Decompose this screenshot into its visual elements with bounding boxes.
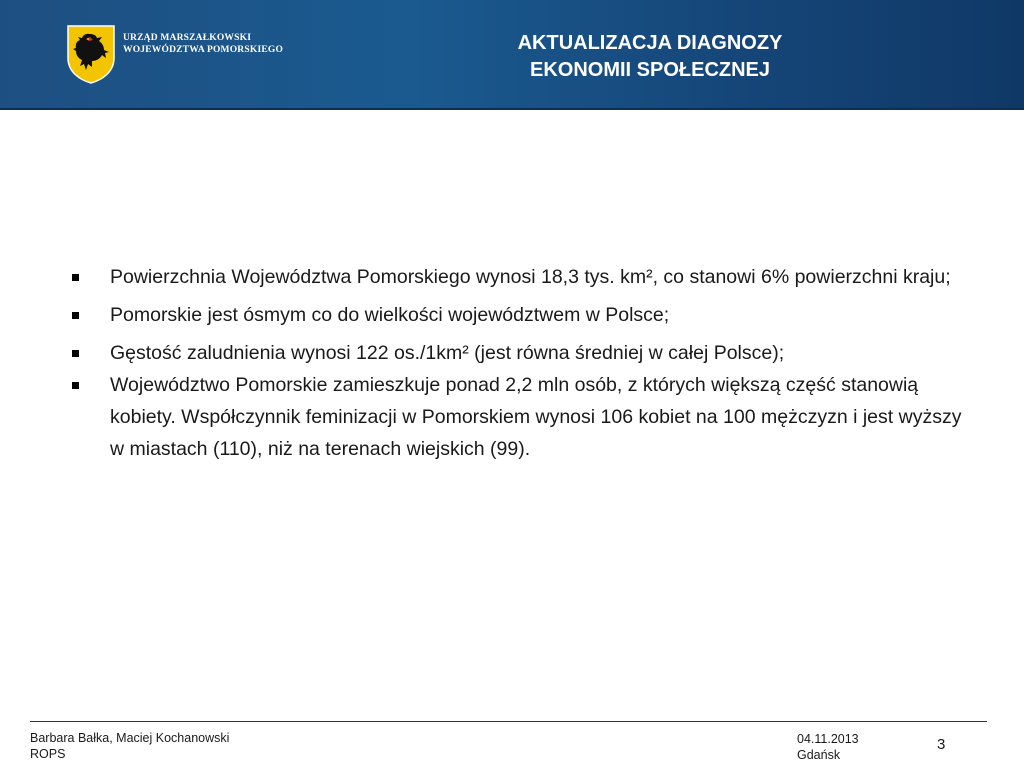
footer-divider — [30, 721, 987, 722]
bullet-text: Powierzchnia Województwa Pomorskiego wynosi 18,3 tys. km², co stanowi 6% powierzchni kraju; — [110, 266, 951, 288]
organization-text: ROPS — [30, 747, 66, 761]
authors-text: Barbara Bałka, Maciej Kochanowski — [30, 731, 230, 745]
bullet-item — [72, 337, 972, 369]
slide-title-line1: AKTUALIZACJA DIAGNOZY — [517, 32, 783, 54]
header-divider — [0, 108, 1024, 110]
office-name — [123, 32, 283, 56]
square-bullet-icon — [72, 312, 79, 319]
bullet-item — [72, 261, 972, 293]
place-text: Gdańsk — [797, 748, 841, 762]
office-name-line1: URZĄD MARSZAŁKOWSKI — [123, 33, 252, 43]
bullet-list — [72, 261, 972, 471]
square-bullet-icon — [72, 350, 79, 357]
slide-title — [440, 30, 860, 84]
page-number: 3 — [937, 736, 946, 753]
bullet-text: Pomorskie jest ósmym co do wielkości województwem w Polsce; — [110, 304, 670, 326]
square-bullet-icon — [72, 274, 79, 281]
bullet-text: Gęstość zaludnienia wynosi 122 os./1km² (jest równa średniej w całej Polsce); — [110, 342, 785, 364]
footer-date-place — [797, 731, 859, 763]
office-name-line2: WOJEWÓDZTWA POMORSKIEGO — [123, 45, 284, 55]
griffin-coat-of-arms-icon — [66, 24, 116, 84]
header-banner — [0, 0, 1024, 110]
bullet-item — [72, 369, 972, 465]
square-bullet-icon — [72, 382, 79, 389]
date-text: 04.11.2013 — [797, 732, 859, 746]
bullet-item — [72, 299, 972, 331]
footer-authors — [30, 730, 229, 762]
slide-title-line2: EKONOMII SPOŁECZNEJ — [529, 59, 771, 81]
bullet-text: Województwo Pomorskie zamieszkuje ponad 2,2 mln osób, z których większą część stanowią kobiety. Współczynnik feminizacji w Pomorskiem wynosi 106 kobiet na 100 mężczyzn i jest wyższy w miastach (110), niż na terenach wiejskich (99). — [110, 374, 962, 460]
